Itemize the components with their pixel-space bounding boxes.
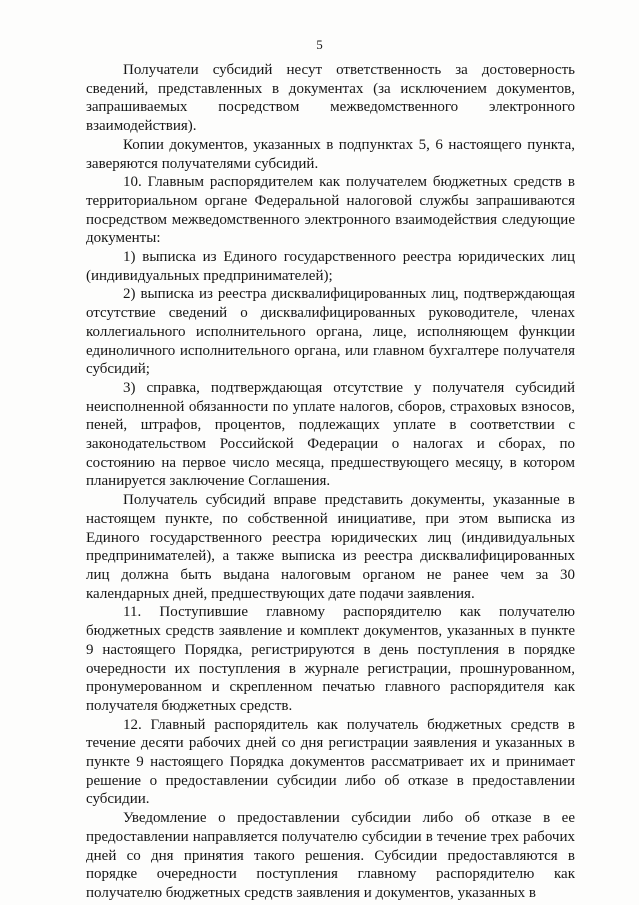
paragraph-notification: Уведомление о предоставлении субсидии либо об отказе в ее предоставлении направляется получателю субсидии в течение трех рабочих дней со дня принятия такого решения. Субсидии предоставляются в порядке очередности поступления главному распорядителю как получателю бюджетных средств заявления и документов, указанных в <box>86 810 575 901</box>
paragraph-item-10: 10. Главным распорядителем как получателем бюджетных средств в территориальном органе Федеральной налоговой службы запрашиваются посредством межведомственного электронного взаимодействия следующие документы: <box>86 174 575 247</box>
paragraph-recipients-responsibility: Получатели субсидий несут ответственность за достоверность сведений, представленных в документах (за исключением документов, запрашиваемых посредством межведомственного электронного взаимодействия). <box>86 62 575 135</box>
paragraph-item-12: 12. Главный распорядитель как получатель бюджетных средств в течение десяти рабочих дней со дня регистрации заявления и указанных в пункте 9 настоящего Порядка документов рассматривает их и принимает решение о предоставлении субсидии либо об отказе в предоставлении субсидии. <box>86 716 575 808</box>
document-body <box>86 61 575 903</box>
page-number: 5 <box>316 37 323 52</box>
list-item-2: 2) выписка из реестра дисквалифицированных лиц, подтверждающая отсутствие сведений о дисквалифицированных руководителе, членах коллегиального исполнительного органа, лице, исполняющем функции единоличного исполнительного органа, или главном бухгалтере получателя субсидий; <box>86 286 575 378</box>
list-item-1: 1) выписка из Единого государственного реестра юридических лиц (индивидуальных предпринимателей); <box>86 249 575 284</box>
paragraph-item-11: 11. Поступившие главному распорядителю как получателю бюджетных средств заявление и комплект документов, указанных в пункте 9 настоящего Порядка, регистрируются в день поступления в порядке очередности их поступления в журнале регистрации, прошнурованном, пронумерованном и скрепленном печатью главного распорядителя как получателя бюджетных средств. <box>86 604 575 714</box>
list-item-3: 3) справка, подтверждающая отсутствие у получателя субсидий неисполненной обязанности по уплате налогов, сборов, страховых взносов, пеней, штрафов, процентов, подлежащих уплате в соответствии с законодательством Российской Федерации о налогах и сборах, по состоянию на первое число месяца, предшествующего месяцу, в котором планируется заключение Соглашения. <box>86 379 575 490</box>
paragraph-copies-certified: Копии документов, указанных в подпунктах 5, 6 настоящего пункта, заверяются получателями субсидий. <box>86 136 575 172</box>
paragraph-own-initiative: Получатель субсидий вправе представить документы, указанные в настоящем пункте, по собственной инициативе, при этом выписка из Единого государственного реестра юридических лиц (индивидуальных предпринимателей), а также выписка из реестра дисквалифицированных лиц должна быть выдана налоговым органом не ранее чем за 30 календарных дней, предшествующих дате подачи заявления. <box>86 492 575 602</box>
